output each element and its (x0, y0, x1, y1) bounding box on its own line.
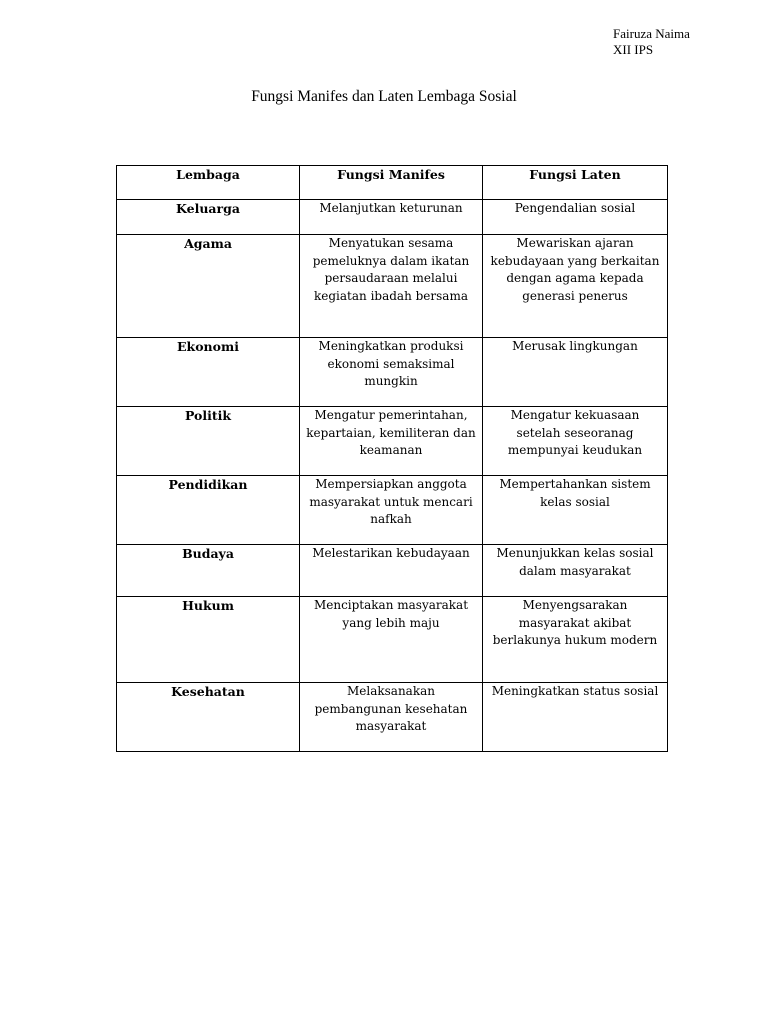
manifes-cell: Melanjutkan keturunan (300, 200, 483, 235)
header-fungsi-manifes: Fungsi Manifes (300, 166, 483, 200)
manifes-cell: Meningkatkan produksi ekonomi semaksimal mungkin (300, 338, 483, 407)
table-row (117, 235, 668, 338)
table-row (117, 476, 668, 545)
lembaga-cell: Politik (117, 407, 300, 476)
table-row (117, 545, 668, 597)
lembaga-cell: Budaya (117, 545, 300, 597)
header-lembaga: Lembaga (117, 166, 300, 200)
manifes-cell: Menciptakan masyarakat yang lebih maju (300, 597, 483, 683)
document-title: Fungsi Manifes dan Laten Lembaga Sosial (251, 88, 517, 105)
laten-cell: Mengatur kekuasaan setelah seseoranag mempunyai keudukan (483, 407, 668, 476)
laten-cell: Menunjukkan kelas sosial dalam masyarakat (483, 545, 668, 597)
function-table (116, 165, 668, 752)
lembaga-cell: Pendidikan (117, 476, 300, 545)
lembaga-cell: Hukum (117, 597, 300, 683)
lembaga-cell: Agama (117, 235, 300, 338)
laten-cell: Merusak lingkungan (483, 338, 668, 407)
laten-cell: Pengendalian sosial (483, 200, 668, 235)
table-header-row (117, 166, 668, 200)
table-row (117, 597, 668, 683)
author-block (613, 26, 690, 58)
manifes-cell: Menyatukan sesama pemeluknya dalam ikatan persaudaraan melalui kegiatan ibadah bersama (300, 235, 483, 338)
table-row (117, 338, 668, 407)
author-class: XII IPS (613, 42, 654, 57)
author-name: Fairuza Naima (613, 26, 690, 41)
lembaga-cell: Keluarga (117, 200, 300, 235)
table-row (117, 200, 668, 235)
table-row (117, 683, 668, 752)
manifes-cell: Melaksanakan pembangunan kesehatan masyarakat (300, 683, 483, 752)
lembaga-cell: Ekonomi (117, 338, 300, 407)
laten-cell: Mewariskan ajaran kebudayaan yang berkaitan dengan agama kepada generasi penerus (483, 235, 668, 338)
lembaga-cell: Kesehatan (117, 683, 300, 752)
manifes-cell: Mempersiapkan anggota masyarakat untuk mencari nafkah (300, 476, 483, 545)
laten-cell: Meningkatkan status sosial (483, 683, 668, 752)
header-fungsi-laten: Fungsi Laten (483, 166, 668, 200)
table-row (117, 407, 668, 476)
manifes-cell: Mengatur pemerintahan, kepartaian, kemiliteran dan keamanan (300, 407, 483, 476)
laten-cell: Mempertahankan sistem kelas sosial (483, 476, 668, 545)
laten-cell: Menyengsarakan masyarakat akibat berlakunya hukum modern (483, 597, 668, 683)
manifes-cell: Melestarikan kebudayaan (300, 545, 483, 597)
